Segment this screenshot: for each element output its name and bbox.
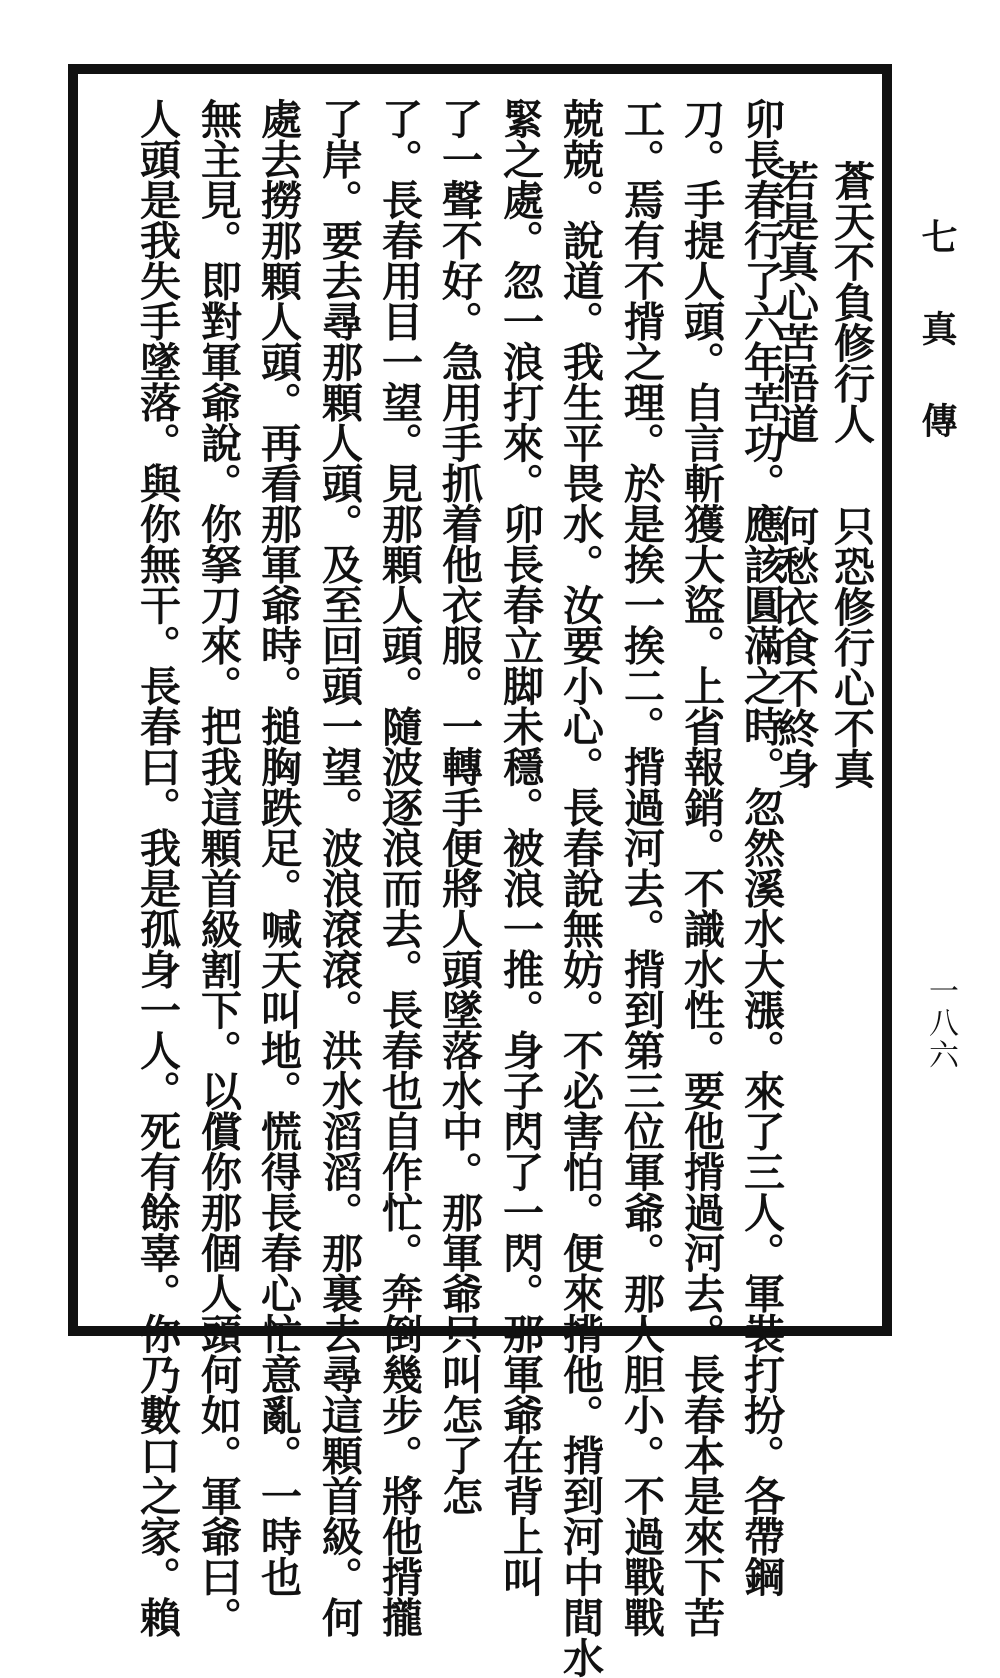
page-frame	[68, 64, 892, 1678]
poem-column-1: 只恐修行心不真	[827, 505, 875, 789]
text-column-8: 了岸。要去尋那顆人頭。及至回頭一望。波浪滾滾。洪水滔滔。那裏去尋這顆首級。何	[315, 98, 363, 1637]
book-title: 七真傳	[916, 218, 958, 494]
poem-column-4: 若是真心苦悟道	[771, 160, 819, 444]
text-column-9: 處去撈那顆人頭。再看那軍爺時。搥胸跌足。喊天叫地。慌得長春心忙意亂。一時也	[254, 98, 302, 1597]
text-column-6: 了一聲不好。急用手抓着他衣服。一轉手便將人頭墜落水中。那軍爺只叫怎了怎	[435, 98, 483, 1516]
text-column-11: 人頭是我失手墜落。與你無干。長春曰。我是孤身一人。死有餘辜。你乃數口之家。賴	[133, 98, 181, 1637]
text-block	[92, 96, 875, 1678]
text-column-7: 了。長春用目一望。見那顆人頭。隨波逐浪而去。長春也自作忙。奔倒幾步。將他揹攏	[375, 98, 423, 1637]
poem-column-3: 蒼天不負修行人	[827, 160, 875, 444]
text-column-10: 無主見。即對軍爺說。你拏刀來。把我這顆首級割下。以償你那個人頭何如。軍爺曰。	[194, 98, 242, 1637]
page-number: 一八六	[923, 975, 958, 1071]
text-column-4: 兢兢。說道。我生平畏水。汝要小心。長春說無妨。不必害怕。便來揹他。揹到河中間水	[556, 98, 604, 1678]
text-column-3: 工。焉有不揹之理。於是挨一挨二。揹過河去。揹到第三位軍爺。那人胆小。不過戰戰	[617, 98, 665, 1637]
text-column-2: 刀。手提人頭。自言斬獲大盜。上省報銷。不識水性。要他揹過河去。長春本是來下苦	[677, 98, 725, 1637]
text-column-5: 緊之處。忽一浪打來。卯長春立脚未穩。被浪一推。身子閃了一閃。那軍爺在背上叫	[496, 98, 544, 1597]
text-column-1: 卯長春行了六年苦功。應該圓滿之時。忽然溪水大漲。來了三人。軍裝打扮。各帶鋼	[737, 98, 785, 1597]
poem-column-2: 何愁衣食不終身	[771, 505, 819, 789]
